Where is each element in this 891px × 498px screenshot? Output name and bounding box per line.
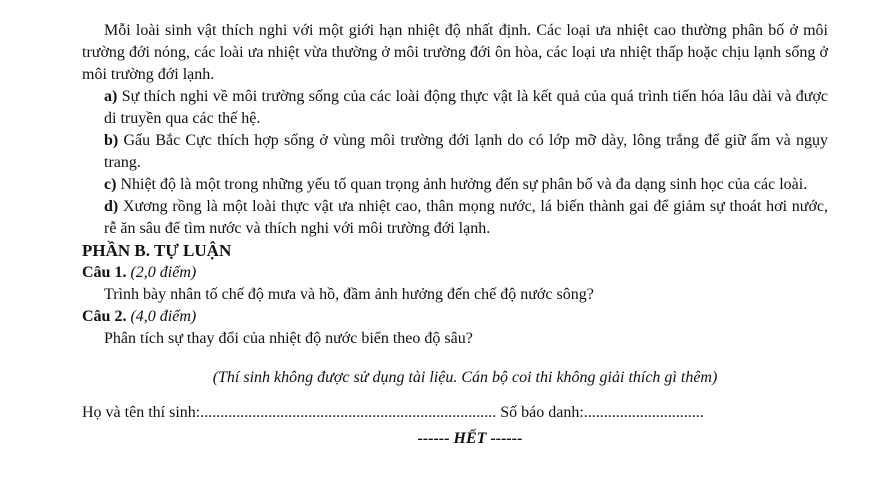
statement-a [82,86,828,130]
question-1-heading [82,262,828,284]
statement-d [82,196,828,240]
question-score: (2,0 điểm) [130,264,197,281]
statement-text: Sự thích nghi về môi trường sống của các loài động thực vật là kết quả của quá trình tiến hóa lâu dài và được di truyền qua các thế hệ. [104,88,829,127]
question-2-heading [82,306,828,328]
statement-text: Gấu Bắc Cực thích hợp sống ở vùng môi trường đới lạnh do có lớp mỡ dày, lông trắng để giữ ấm và ngụy trang. [104,132,829,171]
question-score: (4,0 điểm) [130,308,197,325]
question-2-text: Phân tích sự thay đổi của nhiệt độ nước biển theo độ sâu? [104,330,473,347]
statement-b [82,130,828,174]
question-label: Câu 2. [82,308,127,325]
section-title: PHẦN B. TỰ LUẬN [82,241,232,260]
candidate-name-label: Họ và tên thí sinh: [82,404,201,421]
statement-list [82,86,828,240]
statement-text: Xương rồng là một loài thực vật ưa nhiệt cao, thân mọng nước, lá biến thành gai để giảm sự thoát hơi nước, rễ ăn sâu để tìm nước và thích nghi với môi trường đới lạnh. [104,198,829,237]
exam-note: (Thí sinh không được sử dụng tài liệu. Cán bộ coi thi không giải thích gì thêm) [212,369,718,386]
question-label: Câu 1. [82,264,127,281]
exam-page [82,20,828,450]
statement-label: d) [104,198,119,215]
question-1-text: Trình bày nhân tố chế độ mưa và hồ, đầm ảnh hưởng đến chế độ nước sông? [104,286,594,303]
end-mark: ------ HẾT ------ [417,430,523,447]
statement-label: a) [104,88,118,105]
statement-text: Nhiệt độ là một trong những yếu tố quan trọng ảnh hưởng đến sự phân bố và đa dạng sinh học của các loài. [120,176,808,193]
candidate-name-field: .......................................................................... [200,404,497,421]
statement-label: c) [104,176,117,193]
candidate-info-line [82,402,828,424]
candidate-id-label: Số báo danh: [500,404,584,421]
statement-c [82,174,828,196]
candidate-id-field: .............................. [583,404,704,421]
intro-paragraph: Mỗi loài sinh vật thích nghi với một giới hạn nhiệt độ nhất định. Các loại ưa nhiệt cao thường phân bố ở môi trường đới nóng, các loài ưa nhiệt vừa thường ở môi trường đới ôn hòa, các loại ưa nhiệt thấp hoặc chịu lạnh sống ở môi trường đới lạnh. [82,22,828,83]
statement-label: b) [104,132,119,149]
